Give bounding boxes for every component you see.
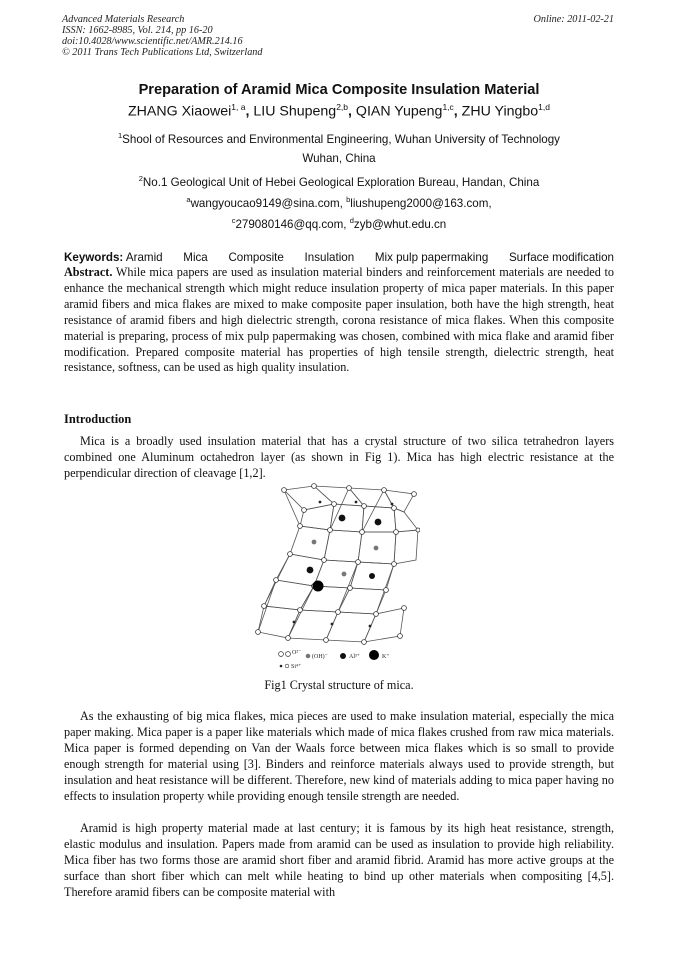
email-link: 279080146@qq.com, <box>235 217 347 231</box>
author-name: LIU Shupeng <box>253 103 337 120</box>
legend-label: Al³⁺ <box>349 654 360 660</box>
author-sup: 1,d <box>538 102 550 112</box>
author-sup: 2,b <box>336 102 349 112</box>
affiliation-2: $^2$No.1 Geological Unit of Hebei Geological Exploration Bureau, Handan, China <box>138 174 540 189</box>
oxygen-atoms <box>256 484 420 645</box>
author-sup: 1,c <box>442 102 454 112</box>
affiliation-1: $^1$Shool of Resources and Environmental Engineering, Wuhan University of Technology <box>118 131 560 146</box>
abstract-text: While mica papers are used as insulation material binders and reinforcement materials are needed to enhance the mechanical strength which might reduce insulation property of mica paper materials. In this paper aramid fibers and mica flakes are mixed to make composite paper insulation, both have the high strength, heat resistance of aramid fibers and high dielectric strength, corona resistance of mica flakes. When this composite material is preparing, process of mix pulp papermaking was chosen, combined with mica flake and aramid fiber modification. Prepared composite material has properties of high tensile strength, dielectric strength, heat resistance, softness, can be used as high quality insulation. <box>64 265 614 375</box>
intro-paragraph-1: Mica is a broadly used insulation material that has a crystal structure of two silica tetrahedron layers combined one Aluminum octahedron layer (as shown in Fig 1). Mica has high electric resistance at the perpendicular direction of cleavage [1,2]. <box>64 434 614 480</box>
keyword: Aramid <box>125 251 163 264</box>
email-line-2: $^c$279080146@qq.com, $^d$zyb@whut.edu.cn <box>231 216 447 231</box>
hydroxyl-groups <box>312 540 379 577</box>
section-heading-introduction: Introduction <box>64 412 132 426</box>
issn-line: ISSN: 1662-8985, Vol. 214, pp 16-20 <box>62 25 213 36</box>
online-date: Online: 2011-02-21 <box>533 14 614 25</box>
keywords-label: Keywords: <box>64 251 124 264</box>
author-list: ZHANG Xiaowei$^{1, a}$, LIU Shupeng$^{2,b}$, QIAN Yupeng$^{1,c}$, ZHU Yingbo$^{1,d}$ <box>128 102 550 120</box>
figure-legend <box>279 650 390 670</box>
author-name: ZHANG Xiaowei <box>128 103 232 120</box>
legend-label: O²⁻ <box>292 650 302 656</box>
keyword: Mica <box>183 251 208 264</box>
legend-label: K⁺ <box>382 654 390 660</box>
keyword: Insulation <box>304 251 355 264</box>
author-sup: 1, a <box>231 102 246 112</box>
abstract-label: Abstract. <box>64 265 113 279</box>
journal-header <box>62 14 262 58</box>
aluminum-atoms <box>307 515 382 579</box>
potassium-atom <box>313 581 324 592</box>
legend-label: Si⁴⁺ <box>291 664 302 670</box>
keyword: Surface modification <box>508 251 614 264</box>
keyword: Composite <box>228 251 284 264</box>
email-link: wangyoucao9149@sina.com, <box>190 196 343 210</box>
mica-crystal-structure-figure <box>254 482 420 674</box>
email-line-1: $^a$wangyoucao9149@sina.com, $^b$liushupeng2000@163.com, <box>186 195 492 210</box>
journal-name: Advanced Materials Research <box>62 14 185 25</box>
affiliation-1-city: Wuhan, China <box>302 152 376 165</box>
legend-label: (OH)⁻ <box>312 654 328 660</box>
author-name: QIAN Yupeng <box>355 103 443 120</box>
paper-title: Preparation of Aramid Mica Composite Insulation Material <box>138 82 540 98</box>
keyword: Mix pulp papermaking <box>374 251 489 264</box>
intro-paragraph-3: Aramid is high property material made at last century; it is famous by its high heat resistance, strength, elastic modulus and insulation. Papers made from aramid can be used as insulation to provide high reliability. Mica fiber has two forms those are aramid short fiber and aramid fibrid. Aramid has more active groups at the surface than short fiber which can melt while heating to bind up other materials when compositing [4,5]. Therefore aramid fibers can be composite material with <box>64 821 614 899</box>
copyright-line: © 2011 Trans Tech Publications Ltd, Switzerland <box>62 47 263 58</box>
abstract <box>64 265 614 376</box>
figure-caption: Fig1 Crystal structure of mica. <box>264 678 414 692</box>
intro-paragraph-2: As the exhausting of big mica flakes, mica pieces are used to make insulation material, especially the mica paper making. Mica paper is a paper like materials which made of mica flakes crushed from raw mica materials. Mica paper is formed depending on Van der Waals force between mica flakes which is so small to provide enough strength for material using [3]. Binders and reinforce materials always used to provide strength, but insulation and heat resistance will be different. Therefore, new kind of materials adding to mica paper having no effects to insulation property while providing enough tensile strength are needed. <box>64 709 614 803</box>
email-link: zyb@whut.edu.cn <box>353 217 447 231</box>
email-link: liushupeng2000@163.com, <box>350 196 492 210</box>
keywords <box>64 251 614 264</box>
author-name: ZHU Yingbo <box>461 103 539 120</box>
doi-line: doi:10.4028/www.scientific.net/AMR.214.16 <box>62 36 243 47</box>
